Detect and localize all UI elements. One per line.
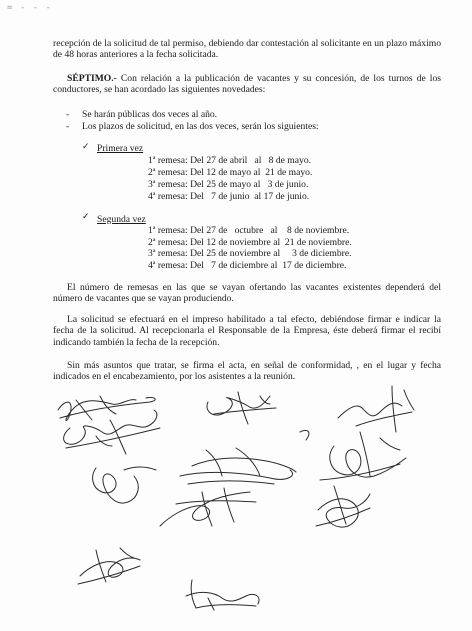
signature-10 bbox=[78, 548, 140, 584]
primera-remesa-3: 3ª remesa: Del 25 de mayo al 3 de junio. bbox=[148, 179, 309, 190]
primera-remesa-4: 4ª remesa: Del 7 de junio al 17 de junio. bbox=[148, 191, 310, 202]
segunda-remesa-3: 3ª remesa: Del 25 de noviembre al 3 de diciembre. bbox=[148, 248, 352, 259]
signature-1 bbox=[58, 396, 155, 421]
primera-vez-title: Primera vez bbox=[97, 143, 144, 154]
bullet-plazos: Los plazos de solicitud, en las dos veces, serán los siguientes: bbox=[82, 121, 319, 132]
bullet-dash: - bbox=[66, 109, 70, 120]
primera-remesa-1: 1ª remesa: Del 27 de abril al 8 de mayo. bbox=[148, 155, 312, 166]
segunda-remesa-4: 4ª remesa: Del 7 de diciembre al 17 de diciembre. bbox=[148, 260, 347, 271]
segunda-remesa-2: 2ª remesa: Del 12 de noviembre al 21 de noviembre. bbox=[148, 237, 352, 248]
signature-7 bbox=[320, 432, 406, 480]
signature-5 bbox=[93, 430, 309, 503]
signature-4 bbox=[338, 386, 414, 432]
check-icon: ✓ bbox=[82, 142, 90, 152]
check-icon: ✓ bbox=[82, 212, 90, 222]
paragraph-solicitud: La solicitud se efectuará en el impreso habilitado a tal efecto, debiéndose firmar e indicar la fecha de la solicitud. Al recepcionarla el Responsable de la Empresa, éste deberá firmar el recibí indicando también la fecha de la recepción. bbox=[53, 314, 441, 348]
paragraph-remesas: El número de remesas en las que se vayan ofertando las vacantes existentes dependerá del número de vacantes que se vayan produciendo. bbox=[53, 282, 441, 305]
paragraph-cierre: Sin más asuntos que tratar, se firma el acta, en señal de conformidad, , en el lugar y fecha indicados en el encabezamiento, por los asistentes a la reunión. bbox=[53, 360, 441, 383]
primera-remesa-2: 2ª remesa: Del 12 de mayo al 21 de mayo. bbox=[148, 167, 313, 178]
signature-6 bbox=[180, 448, 296, 484]
signature-9 bbox=[316, 486, 370, 527]
signature-2 bbox=[64, 410, 160, 454]
paragraph-permiso: recepción de la solicitud de tal permiso, debiendo dar contestación al solicitante en un plazo máximo de 48 horas anteriores a la fecha solicitada. bbox=[53, 38, 441, 61]
signature-8 bbox=[160, 488, 256, 526]
segunda-remesa-1: 1ª remesa: Del 27 de octubre al 8 de noviembre. bbox=[148, 225, 350, 236]
signature-11 bbox=[186, 580, 259, 610]
scan-artifact: = - - - bbox=[7, 3, 52, 13]
bullet-dash: - bbox=[66, 121, 70, 132]
signature-3 bbox=[207, 392, 276, 424]
bullet-publicas: Se harán públicas dos veces al año. bbox=[82, 109, 218, 120]
septimo-text: Con relación a la publicación de vacantes y su concesión, de los turnos de los conductores, se han acordado las siguientes novedades: bbox=[53, 73, 441, 96]
segunda-vez-title: Segunda vez bbox=[97, 214, 146, 225]
septimo-heading: SÉPTIMO.- bbox=[67, 73, 117, 84]
